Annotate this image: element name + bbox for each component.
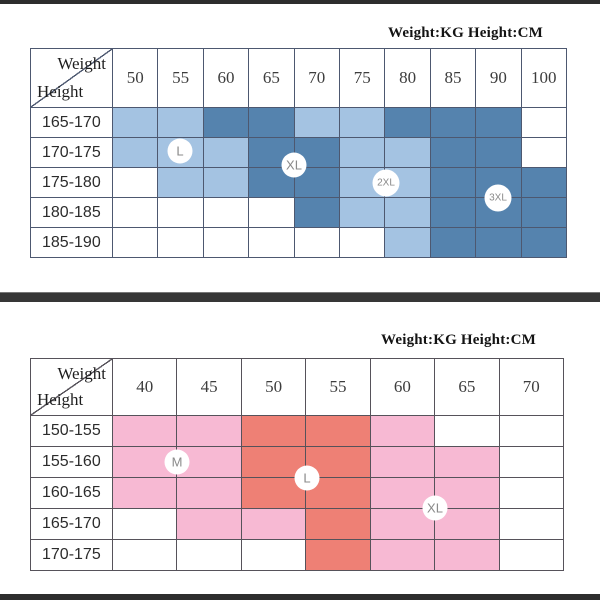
height-label-cell: 180-185 [31, 198, 113, 228]
size-cell [113, 509, 177, 540]
size-cell [177, 509, 241, 540]
size-cell [500, 509, 564, 540]
weight-header-cell: 50 [242, 359, 306, 416]
size-cell [113, 228, 158, 258]
height-label-cell: 165-170 [31, 509, 113, 540]
size-cell [113, 168, 158, 198]
weight-header-cell: 60 [371, 359, 435, 416]
unit-label-bottom: Weight:KG Height:CM [380, 332, 536, 348]
height-label: Height [37, 390, 84, 409]
size-cell [431, 228, 476, 258]
size-cell [371, 509, 435, 540]
size-cell [158, 138, 203, 168]
size-cell [177, 416, 241, 447]
size-cell [306, 447, 370, 478]
size-cell [431, 198, 476, 228]
size-cell [435, 509, 499, 540]
size-chart-bottom [30, 358, 564, 571]
size-cell [113, 447, 177, 478]
corner-cell [31, 359, 113, 416]
unit-label-top: Weight:KG Height:CM [387, 25, 543, 41]
weight-header-cell: 45 [177, 359, 241, 416]
size-cell [204, 108, 249, 138]
size-cell [476, 198, 521, 228]
size-cell [158, 198, 203, 228]
weight-header-cell: 60 [204, 49, 249, 108]
size-badge-m: M [165, 450, 190, 475]
size-cell [385, 108, 430, 138]
size-cell [476, 108, 521, 138]
size-badge-xl: XL [282, 153, 307, 178]
height-label-cell: 175-180 [31, 168, 113, 198]
weight-header-cell: 70 [500, 359, 564, 416]
size-cell [385, 198, 430, 228]
size-cell [242, 509, 306, 540]
weight-header-cell: 75 [340, 49, 385, 108]
size-cell [340, 228, 385, 258]
size-cell [158, 168, 203, 198]
size-cell [249, 228, 294, 258]
size-cell [371, 540, 435, 571]
size-cell [371, 416, 435, 447]
size-cell [306, 509, 370, 540]
size-cell [177, 447, 241, 478]
size-cell [204, 138, 249, 168]
weight-header-cell: 80 [385, 49, 430, 108]
size-cell [500, 416, 564, 447]
weight-header-cell: 85 [431, 49, 476, 108]
size-cell [113, 108, 158, 138]
size-cell [113, 198, 158, 228]
height-label-cell: 150-155 [31, 416, 113, 447]
weight-header-cell: 55 [306, 359, 370, 416]
size-cell [295, 228, 340, 258]
weight-header-cell: 90 [476, 49, 521, 108]
size-cell [500, 540, 564, 571]
size-cell [242, 478, 306, 509]
weight-header-cell: 100 [522, 49, 567, 108]
size-badge-l: L [168, 139, 193, 164]
weight-header-cell: 50 [113, 49, 158, 108]
size-cell [522, 198, 567, 228]
size-cell [306, 478, 370, 509]
size-cell [242, 447, 306, 478]
size-cell [522, 228, 567, 258]
weight-label: Weight [57, 54, 106, 73]
size-cell [435, 447, 499, 478]
size-cell [340, 198, 385, 228]
size-cell [476, 168, 521, 198]
size-cell [204, 198, 249, 228]
size-cell [340, 168, 385, 198]
size-cell [385, 138, 430, 168]
size-badge-xl: XL [423, 496, 448, 521]
height-label-cell: 185-190 [31, 228, 113, 258]
size-cell [204, 228, 249, 258]
section-divider [0, 292, 600, 302]
size-cell [306, 416, 370, 447]
size-cell [371, 447, 435, 478]
size-cell [522, 108, 567, 138]
height-label-cell: 155-160 [31, 447, 113, 478]
size-cell [435, 478, 499, 509]
size-cell [249, 108, 294, 138]
size-cell [500, 447, 564, 478]
size-cell [500, 478, 564, 509]
height-label-cell: 165-170 [31, 108, 113, 138]
height-label-cell: 160-165 [31, 478, 113, 509]
size-cell [340, 138, 385, 168]
size-cell [158, 228, 203, 258]
height-label: Height [37, 82, 84, 101]
bottom-edge-bar [0, 594, 600, 600]
size-cell [177, 478, 241, 509]
weight-header-cell: 70 [295, 49, 340, 108]
size-cell [204, 168, 249, 198]
size-cell [476, 138, 521, 168]
size-cell [295, 168, 340, 198]
size-cell [385, 228, 430, 258]
size-chart-top [30, 48, 567, 258]
size-cell [295, 198, 340, 228]
size-cell [113, 540, 177, 571]
size-cell [249, 198, 294, 228]
height-label-cell: 170-175 [31, 540, 113, 571]
weight-header-cell: 55 [158, 49, 203, 108]
corner-cell [31, 49, 113, 108]
size-cell [435, 540, 499, 571]
size-cell [242, 540, 306, 571]
size-cell [295, 138, 340, 168]
weight-header-cell: 40 [113, 359, 177, 416]
size-cell [113, 138, 158, 168]
size-cell [431, 168, 476, 198]
weight-label: Weight [57, 364, 106, 383]
size-badge-2xl: 2XL [373, 170, 400, 197]
size-badge-l: L [295, 466, 320, 491]
weight-header-cell: 65 [249, 49, 294, 108]
size-cell [522, 138, 567, 168]
size-cell [435, 416, 499, 447]
size-cell [431, 108, 476, 138]
size-cell [340, 108, 385, 138]
size-cell [476, 228, 521, 258]
size-cell [242, 416, 306, 447]
size-cell [371, 478, 435, 509]
size-cell [306, 540, 370, 571]
size-cell [522, 168, 567, 198]
size-badge-3xl: 3XL [485, 185, 512, 212]
size-cell [113, 478, 177, 509]
size-cell [249, 138, 294, 168]
size-cell [295, 108, 340, 138]
size-cell [158, 108, 203, 138]
size-cell [113, 416, 177, 447]
top-edge-bar [0, 0, 600, 4]
height-label-cell: 170-175 [31, 138, 113, 168]
size-cell [249, 168, 294, 198]
size-cell [385, 168, 430, 198]
size-cell [431, 138, 476, 168]
size-cell [177, 540, 241, 571]
weight-header-cell: 65 [435, 359, 499, 416]
